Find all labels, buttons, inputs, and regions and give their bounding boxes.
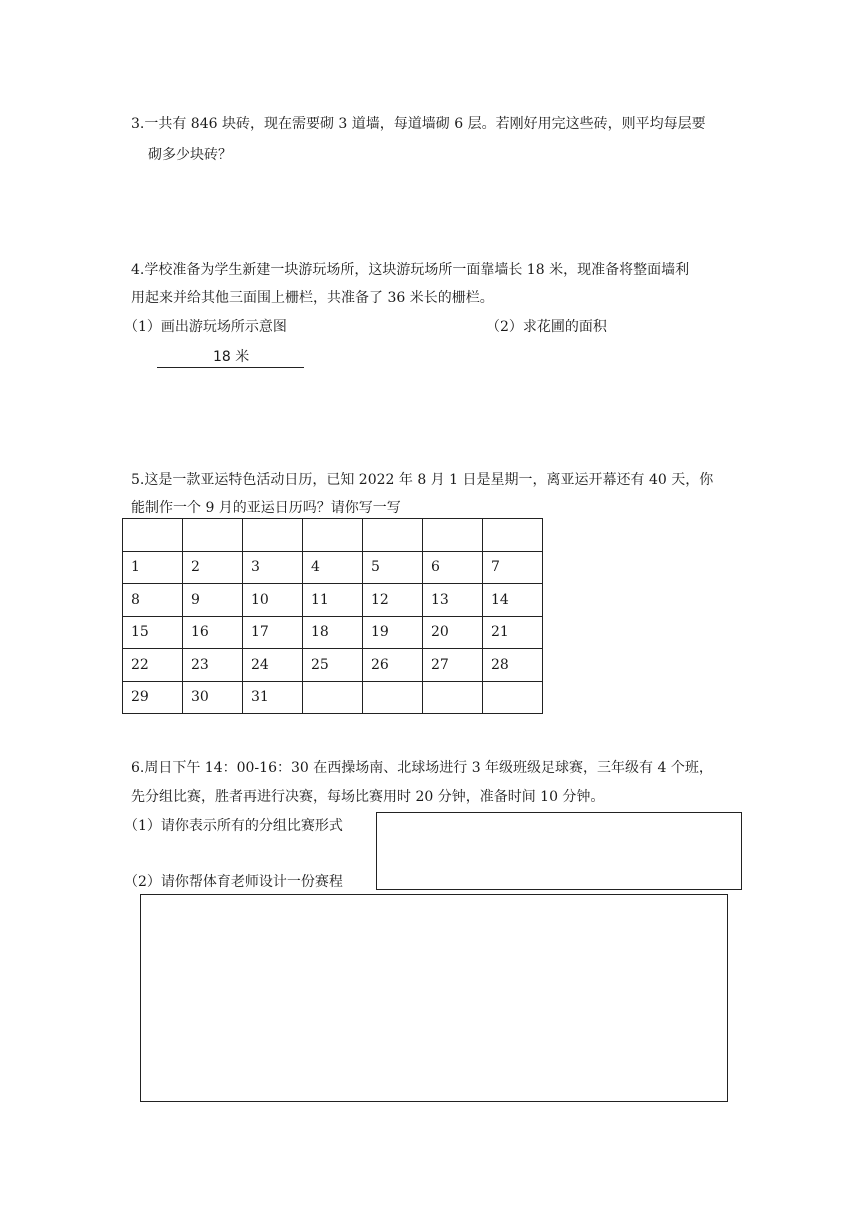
calendar-cell[interactable] bbox=[423, 681, 483, 714]
calendar-cell[interactable] bbox=[423, 519, 483, 552]
calendar-cell: 3 bbox=[243, 551, 303, 584]
calendar-header-row bbox=[123, 519, 543, 552]
calendar-cell: 7 bbox=[483, 551, 543, 584]
calendar-cell: 20 bbox=[423, 616, 483, 649]
calendar-cell: 22 bbox=[123, 649, 183, 682]
calendar-cell: 18 bbox=[303, 616, 363, 649]
calendar-cell: 4 bbox=[303, 551, 363, 584]
group-format-answer-box[interactable] bbox=[376, 812, 742, 890]
calendar-cell: 8 bbox=[123, 584, 183, 617]
calendar-cell: 2 bbox=[183, 551, 243, 584]
calendar-cell: 1 bbox=[123, 551, 183, 584]
q3-line-2: 砌多少块砖？ bbox=[148, 147, 232, 163]
calendar-cell: 9 bbox=[183, 584, 243, 617]
calendar-cell: 15 bbox=[123, 616, 183, 649]
calendar-cell: 26 bbox=[363, 649, 423, 682]
september-calendar-table bbox=[122, 518, 543, 714]
calendar-cell: 6 bbox=[423, 551, 483, 584]
q5-line-1: 5.这是一款亚运特色活动日历，已知 2022 年 8 月 1 日是星期一，离亚运开幕还有 40 天，你 bbox=[131, 472, 714, 488]
q3-line-1: 3.一共有 846 块砖，现在需要砌 3 道墙，每道墙砌 6 层。若刚好用完这些砖，则平均每层要 bbox=[131, 116, 706, 132]
calendar-cell[interactable] bbox=[363, 681, 423, 714]
q6-sub-question-1: （1）请你表示所有的分组比赛形式 bbox=[124, 818, 343, 834]
calendar-cell[interactable] bbox=[303, 681, 363, 714]
calendar-week-row bbox=[123, 681, 543, 714]
calendar-cell[interactable] bbox=[483, 681, 543, 714]
calendar-week-row bbox=[123, 584, 543, 617]
calendar-cell: 21 bbox=[483, 616, 543, 649]
wall-line bbox=[157, 367, 304, 368]
calendar-cell[interactable] bbox=[243, 519, 303, 552]
calendar-cell: 24 bbox=[243, 649, 303, 682]
q6-line-1: 6.周日下午 14：00-16：30 在西操场南、北球场进行 3 年级班级足球赛，三年级有 4 个班， bbox=[131, 760, 713, 776]
calendar-cell[interactable] bbox=[303, 519, 363, 552]
q4-line-1: 4.学校准备为学生新建一块游玩场所，这块游玩场所一面靠墙长 18 米，现准备将整面墙利 bbox=[131, 262, 690, 278]
calendar-cell: 11 bbox=[303, 584, 363, 617]
q6-line-2: 先分组比赛，胜者再进行决赛，每场比赛用时 20 分钟，准备时间 10 分钟。 bbox=[131, 789, 605, 805]
schedule-answer-box[interactable] bbox=[140, 894, 728, 1102]
wall-length-label: 18 米 bbox=[213, 349, 250, 365]
calendar-cell: 23 bbox=[183, 649, 243, 682]
q4-sub-question-2: （2）求花圃的面积 bbox=[486, 319, 607, 335]
calendar-cell: 25 bbox=[303, 649, 363, 682]
calendar-cell[interactable] bbox=[363, 519, 423, 552]
calendar-cell: 12 bbox=[363, 584, 423, 617]
calendar-week-row bbox=[123, 649, 543, 682]
calendar-cell[interactable] bbox=[123, 519, 183, 552]
q6-sub-question-2: （2）请你帮体育老师设计一份赛程 bbox=[124, 874, 343, 890]
calendar-cell: 5 bbox=[363, 551, 423, 584]
q5-line-2: 能制作一个 9 月的亚运日历吗？请你写一写 bbox=[131, 500, 401, 516]
calendar-cell[interactable] bbox=[183, 519, 243, 552]
calendar-cell: 17 bbox=[243, 616, 303, 649]
calendar-cell: 16 bbox=[183, 616, 243, 649]
calendar-cell: 27 bbox=[423, 649, 483, 682]
calendar-cell: 19 bbox=[363, 616, 423, 649]
calendar-cell: 14 bbox=[483, 584, 543, 617]
calendar-week-row bbox=[123, 551, 543, 584]
q4-sub-question-1: （1）画出游玩场所示意图 bbox=[124, 319, 287, 335]
calendar-cell: 10 bbox=[243, 584, 303, 617]
calendar-week-row bbox=[123, 616, 543, 649]
calendar-cell[interactable] bbox=[483, 519, 543, 552]
q4-line-2: 用起来并给其他三面围上栅栏，共准备了 36 米长的栅栏。 bbox=[131, 290, 494, 306]
calendar-cell: 28 bbox=[483, 649, 543, 682]
calendar-cell: 13 bbox=[423, 584, 483, 617]
calendar-cell: 30 bbox=[183, 681, 243, 714]
calendar-cell: 29 bbox=[123, 681, 183, 714]
calendar-cell: 31 bbox=[243, 681, 303, 714]
